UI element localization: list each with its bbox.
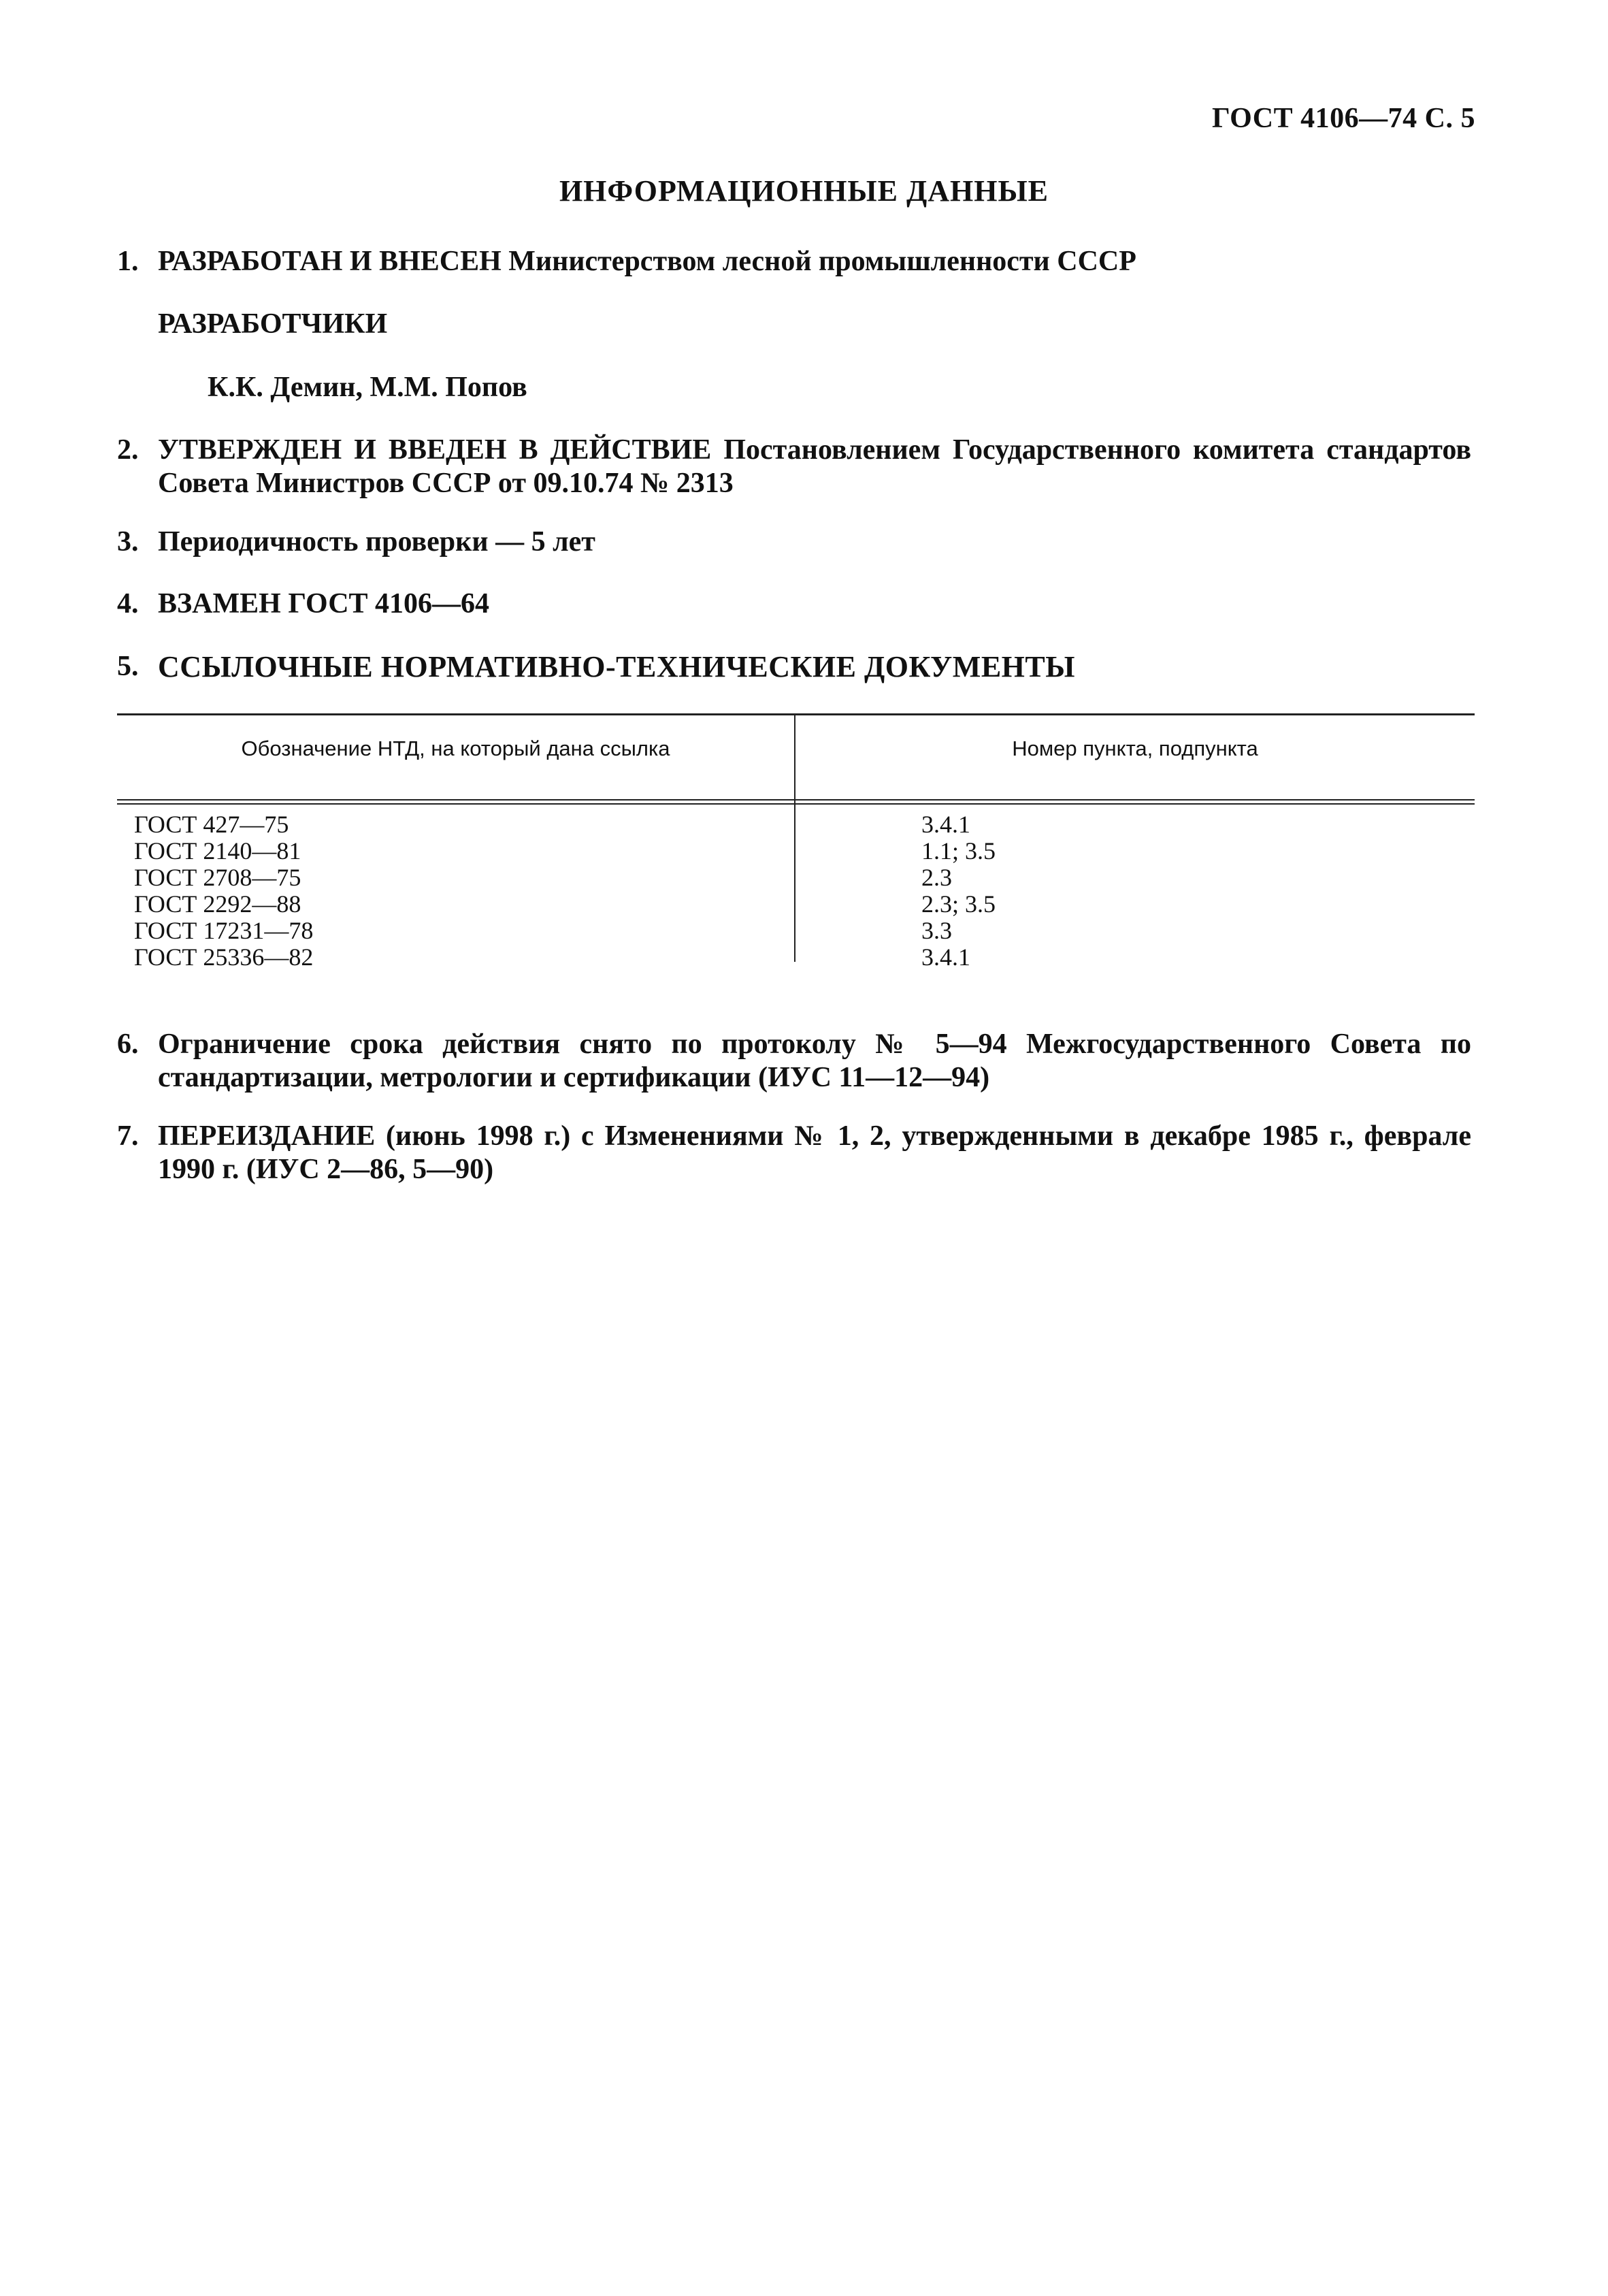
table-cell-designation: ГОСТ 2292—88 [134,890,301,918]
table-cell-designation: ГОСТ 2708—75 [134,864,301,891]
developers-heading: РАЗРАБОТЧИКИ [158,308,388,340]
table-column-designation [134,811,313,971]
table-cell-designation: ГОСТ 17231—78 [134,917,314,944]
item-number: 1. [117,246,139,277]
table-cell-clause: 2.3 [921,864,952,891]
reference-table [117,708,1475,971]
item-number: 6. [117,1029,139,1060]
table-header-rule [117,799,1475,801]
item-text: ПЕРЕИЗДАНИЕ (июнь 1998 г.) с Изменениями № 1, 2, утвержденными в декабре 1985 г., феврале 1990 г. (ИУС 2—86, 5—90) [158,1120,1471,1185]
item-text: Ограничение срока действия снято по протоколу № 5—94 Межгосударственного Совета по стандартизации, метрологии и сертификации (ИУС 11—12—94) [158,1029,1471,1093]
table-cell-clause: 3.4.1 [921,943,970,971]
table-cell-designation: ГОСТ 25336—82 [134,943,314,971]
item-number: 4. [117,588,139,619]
table-column-clause-number [921,811,996,971]
table-cell-clause: 2.3; 3.5 [921,890,996,918]
table-cell-designation: ГОСТ 427—75 [134,811,289,838]
item-text: Периодичность проверки — 5 лет [158,526,595,557]
table-cell-clause: 3.3 [921,917,952,944]
table-cell-clause: 3.4.1 [921,811,970,838]
item-text: ССЫЛОЧНЫЕ НОРМАТИВНО-ТЕХНИЧЕСКИЕ ДОКУМЕНТЫ [158,650,1075,683]
item-number: 5. [117,651,139,682]
table-top-rule [117,713,1475,715]
table-cell-clause: 1.1; 3.5 [921,837,996,864]
info-item-2 [117,434,1471,500]
item-number: 3. [117,526,139,557]
item-text: ВЗАМЕН ГОСТ 4106—64 [158,588,490,619]
page-header-reference: ГОСТ 4106—74 С. 5 [1211,103,1475,134]
item-number: 2. [117,434,139,466]
item-text: УТВЕРЖДЕН И ВВЕДЕН В ДЕЙСТВИЕ Постановлением Государственного комитета стандартов Совета Министров СССР от 09.10.74 № 2313 [158,434,1471,499]
item-number: 7. [117,1120,139,1152]
developers-names: К.К. Демин, М.М. Попов [208,372,527,403]
info-item-6 [117,1028,1471,1095]
info-item-5 [117,650,1471,683]
info-item-7 [117,1120,1471,1186]
table-header-rule-double [117,803,1475,805]
table-header-designation: Обозначение НТД, на который дана ссылка [241,737,670,760]
info-item-1 [117,245,1471,278]
table-cell-designation: ГОСТ 2140—81 [134,837,301,864]
document-title: ИНФОРМАЦИОННЫЕ ДАННЫЕ [559,174,1049,208]
table-header-clause-number: Номер пункта, подпункта [1012,737,1258,760]
info-item-3 [117,526,1471,559]
info-item-4 [117,587,1471,621]
item-text: РАЗРАБОТАН И ВНЕСЕН Министерством лесной промышленности СССР [158,246,1136,277]
